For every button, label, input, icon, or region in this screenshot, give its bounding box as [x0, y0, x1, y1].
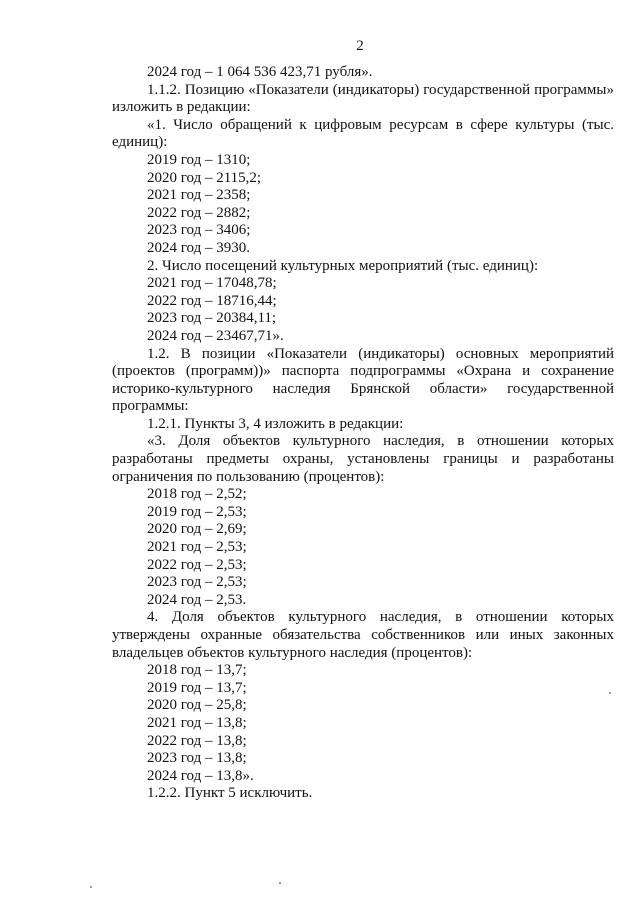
scan-speck	[279, 882, 281, 884]
indicator-1-heading: «1. Число обращений к цифровым ресурсам в сфере культуры (тыс. единиц):	[112, 116, 614, 151]
list-item: 2023 год – 3406;	[147, 222, 251, 239]
indicator-3-heading: «3. Доля объектов культурного наследия, в отношении которых разработаны предметы охраны, установлены границы и разработаны ограничения по пользованию (процентов):	[112, 433, 614, 485]
list-item: 2022 год – 13,8;	[147, 732, 247, 749]
list-item: 2018 год – 13,7;	[147, 662, 247, 679]
section-1-2-1-heading: 1.2.1. Пункты 3, 4 изложить в редакции:	[147, 415, 404, 432]
indicator-4-heading: 4. Доля объектов культурного наследия, в отношении которых утверждены охранные обязательства собственников или иных законных владельцев объектов культурного наследия (процентов):	[112, 609, 614, 661]
document-body	[112, 64, 614, 803]
scan-speck	[90, 886, 92, 888]
list-item: 2021 год – 2,53;	[147, 539, 247, 556]
list-item: 2022 год – 18716,44;	[147, 292, 277, 309]
list-item: 2024 год – 3930.	[147, 239, 250, 256]
list-item: 2020 год – 2,69;	[147, 521, 247, 538]
list-item: 2021 год – 13,8;	[147, 714, 247, 731]
list-item: 2021 год – 2358;	[147, 187, 251, 204]
section-1-2-heading: 1.2. В позиции «Показатели (индикаторы) основных мероприятий (проектов (программ))» паспорта подпрограммы «Охрана и сохранение историко-культурного наследия Брянской области» государственной программы:	[112, 345, 614, 415]
section-1-1-2-heading: 1.1.2. Позицию «Показатели (индикаторы) государственной программы» изложить в редакции:	[112, 81, 614, 116]
indicator-2-heading: 2. Число посещений культурных мероприятий (тыс. единиц):	[147, 257, 539, 274]
list-item: 2021 год – 17048,78;	[147, 275, 277, 292]
list-item: 2018 год – 2,52;	[147, 486, 247, 503]
list-item: 2023 год – 2,53;	[147, 574, 247, 591]
scan-speck	[609, 692, 611, 694]
list-item: 2019 год – 1310;	[147, 151, 251, 168]
list-item: 2024 год – 13,8».	[147, 767, 254, 784]
list-item: 2019 год – 13,7;	[147, 679, 247, 696]
page-number: 2	[356, 38, 364, 54]
list-item: 2023 год – 20384,11;	[147, 310, 277, 327]
list-item: 2022 год – 2882;	[147, 204, 251, 221]
list-item: 2024 год – 23467,71».	[147, 327, 284, 344]
list-item: 2023 год – 13,8;	[147, 750, 247, 767]
list-item: 2022 год – 2,53;	[147, 556, 247, 573]
list-item: 2024 год – 2,53.	[147, 591, 247, 608]
budget-2024-line: 2024 год – 1 064 536 423,71 рубля».	[147, 64, 373, 80]
section-1-2-2-line: 1.2.2. Пункт 5 исключить.	[147, 785, 313, 802]
list-item: 2020 год – 2115,2;	[147, 169, 262, 186]
list-item: 2019 год – 2,53;	[147, 503, 247, 520]
list-item: 2020 год – 25,8;	[147, 697, 247, 714]
